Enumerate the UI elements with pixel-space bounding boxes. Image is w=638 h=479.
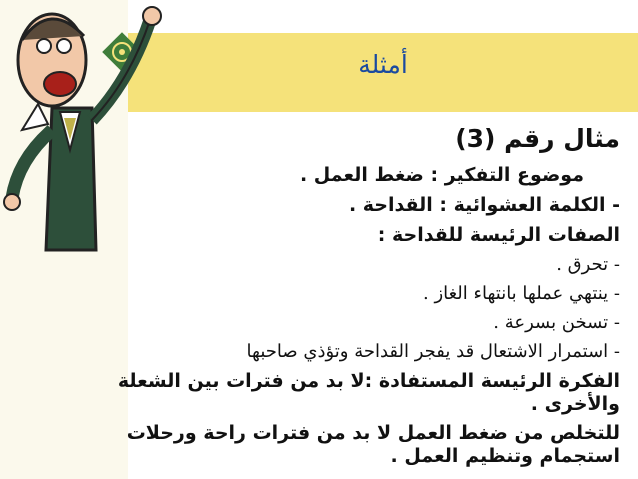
conclusion-paragraph: للتخلص من ضغط العمل لا بد من فترات راحة ورحلات استجمام وتنظيم العمل . [126, 422, 620, 467]
feature-item: - ينتهي عملها بانتهاء الغاز . [423, 283, 620, 304]
title-divider [128, 112, 638, 115]
slide-title: أمثلة [358, 50, 408, 79]
topic-line: موضوع التفكير : ضغط العمل . [299, 164, 584, 186]
feature-item: - استمرار الاشتعال قد يفجر القداحة وتؤذي صاحبها [246, 341, 620, 362]
features-heading: الصفات الرئيسة للقداحة : [377, 224, 620, 246]
example-heading: مثال رقم (3) [455, 124, 620, 153]
feature-item: - تسخن بسرعة . [493, 312, 620, 333]
slide-content [86, 118, 620, 468]
main-idea-paragraph: الفكرة الرئيسة المستفادة :لا بد من فترات بين الشعلة والأخرى . [117, 370, 620, 415]
random-word-line: - الكلمة العشوائية : القداحة . [348, 194, 620, 216]
feature-item: - تحرق . [556, 254, 620, 275]
